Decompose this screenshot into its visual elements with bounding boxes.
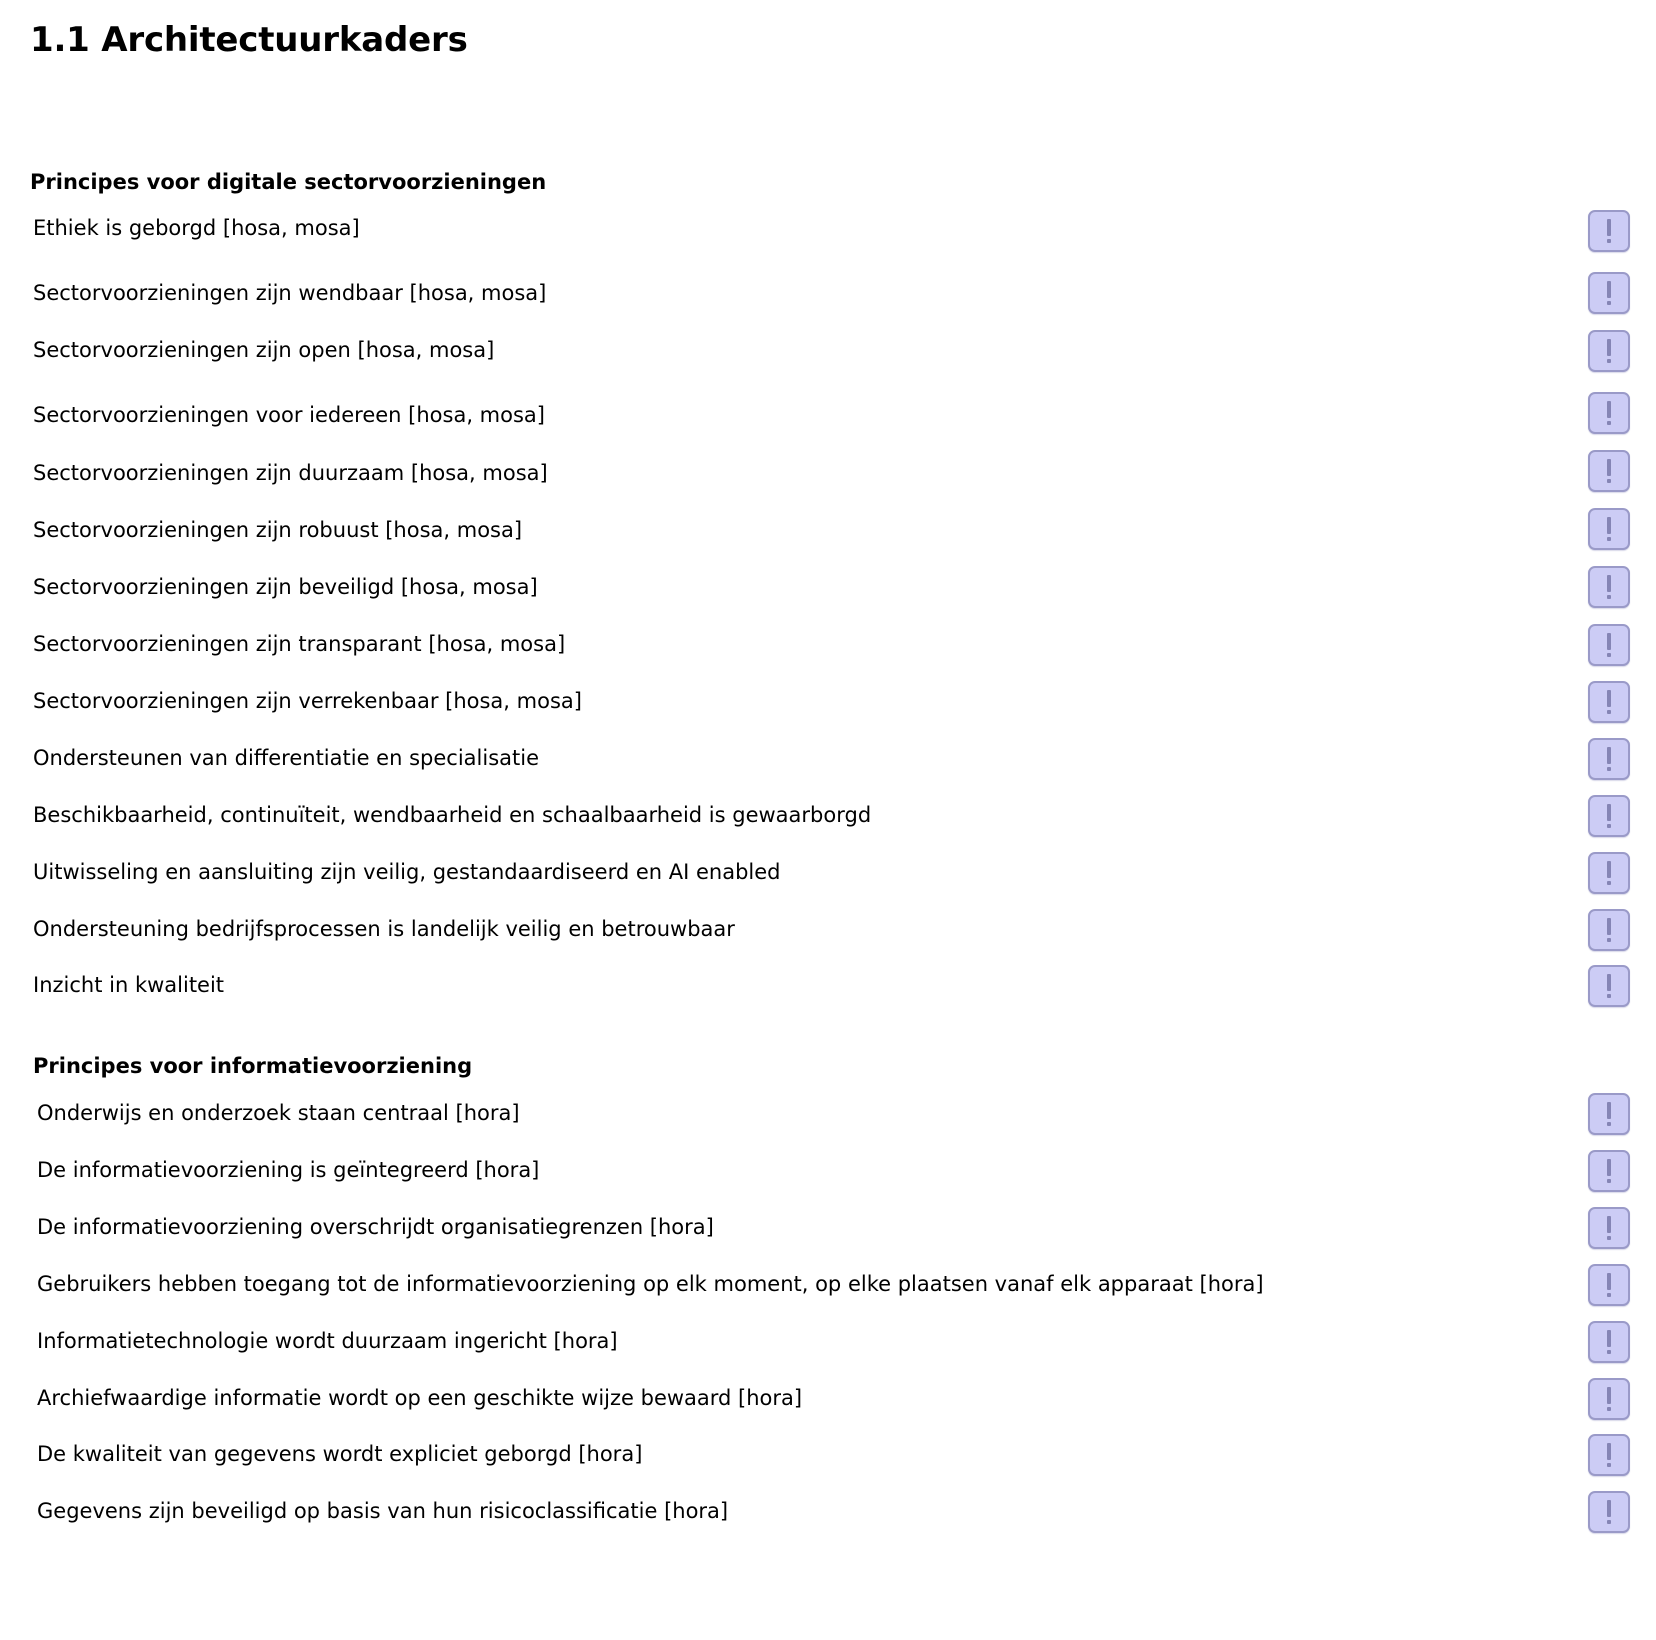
exclamation-dot — [1607, 653, 1611, 657]
exclamation-dot — [1607, 537, 1611, 541]
exclamation-stem — [1607, 974, 1611, 991]
exclamation-note-icon[interactable] — [1588, 1321, 1630, 1363]
exclamation-note-icon[interactable] — [1588, 1150, 1630, 1192]
exclamation-dot — [1607, 710, 1611, 714]
exclamation-stem — [1607, 690, 1611, 707]
exclamation-stem — [1607, 1330, 1611, 1347]
exclamation-note-icon[interactable] — [1588, 1207, 1630, 1249]
exclamation-note-icon[interactable] — [1588, 795, 1630, 837]
exclamation-note-icon[interactable] — [1588, 272, 1630, 314]
exclamation-note-icon[interactable] — [1588, 1378, 1630, 1420]
principle-label[interactable]: Sectorvoorzieningen zijn wendbaar [hosa, mosa] — [33, 281, 547, 305]
exclamation-dot — [1607, 421, 1611, 425]
exclamation-stem — [1607, 1159, 1611, 1176]
exclamation-dot — [1607, 767, 1611, 771]
exclamation-stem — [1607, 1273, 1611, 1290]
exclamation-stem — [1607, 861, 1611, 878]
exclamation-note-icon[interactable] — [1588, 1264, 1630, 1306]
exclamation-dot — [1607, 479, 1611, 483]
exclamation-stem — [1607, 633, 1611, 650]
exclamation-dot — [1607, 1407, 1611, 1411]
exclamation-dot — [1607, 1236, 1611, 1240]
exclamation-stem — [1607, 219, 1611, 236]
exclamation-stem — [1607, 747, 1611, 764]
principle-label[interactable]: Sectorvoorzieningen zijn robuust [hosa, mosa] — [33, 518, 523, 542]
principle-label[interactable]: Gebruikers hebben toegang tot de informatievoorziening op elk moment, op elke plaatsen vanaf elk apparaat [hora] — [37, 1272, 1264, 1296]
exclamation-dot — [1607, 239, 1611, 243]
exclamation-note-icon[interactable] — [1588, 1491, 1630, 1533]
exclamation-stem — [1607, 1216, 1611, 1233]
exclamation-dot — [1607, 881, 1611, 885]
principle-label[interactable]: Ethiek is geborgd [hosa, mosa] — [33, 216, 360, 240]
principle-label[interactable]: Ondersteunen van differentiatie en specialisatie — [33, 746, 539, 770]
exclamation-note-icon[interactable] — [1588, 965, 1630, 1007]
exclamation-note-icon[interactable] — [1588, 392, 1630, 434]
exclamation-note-icon[interactable] — [1588, 909, 1630, 951]
exclamation-note-icon[interactable] — [1588, 681, 1630, 723]
exclamation-dot — [1607, 595, 1611, 599]
principle-label[interactable]: Ondersteuning bedrijfsprocessen is landelijk veilig en betrouwbaar — [33, 917, 735, 941]
principle-label[interactable]: Sectorvoorzieningen zijn open [hosa, mosa] — [33, 338, 495, 362]
exclamation-dot — [1607, 359, 1611, 363]
exclamation-note-icon[interactable] — [1588, 624, 1630, 666]
principle-label[interactable]: Sectorvoorzieningen voor iedereen [hosa, mosa] — [33, 403, 545, 427]
exclamation-stem — [1607, 339, 1611, 356]
exclamation-stem — [1607, 804, 1611, 821]
exclamation-dot — [1607, 1293, 1611, 1297]
principle-label[interactable]: Informatietechnologie wordt duurzaam ingericht [hora] — [37, 1329, 618, 1353]
exclamation-stem — [1607, 1500, 1611, 1517]
section-heading: Principes voor informatievoorziening — [33, 1054, 473, 1078]
exclamation-note-icon[interactable] — [1588, 210, 1630, 252]
exclamation-note-icon[interactable] — [1588, 508, 1630, 550]
principle-label[interactable]: Sectorvoorzieningen zijn verrekenbaar [hosa, mosa] — [33, 689, 582, 713]
principle-label[interactable]: Onderwijs en onderzoek staan centraal [hora] — [37, 1101, 520, 1125]
page-title: 1.1 Architectuurkaders — [30, 20, 468, 60]
exclamation-note-icon[interactable] — [1588, 330, 1630, 372]
exclamation-stem — [1607, 1387, 1611, 1404]
exclamation-note-icon[interactable] — [1588, 738, 1630, 780]
principle-label[interactable]: Sectorvoorzieningen zijn duurzaam [hosa, mosa] — [33, 461, 548, 485]
exclamation-stem — [1607, 1443, 1611, 1460]
exclamation-stem — [1607, 918, 1611, 935]
exclamation-dot — [1607, 1463, 1611, 1467]
exclamation-note-icon[interactable] — [1588, 852, 1630, 894]
exclamation-dot — [1607, 824, 1611, 828]
exclamation-stem — [1607, 459, 1611, 476]
exclamation-dot — [1607, 994, 1611, 998]
exclamation-dot — [1607, 1122, 1611, 1126]
principle-label[interactable]: Sectorvoorzieningen zijn transparant [hosa, mosa] — [33, 632, 566, 656]
principle-label[interactable]: De informatievoorziening overschrijdt organisatiegrenzen [hora] — [37, 1215, 714, 1239]
section-heading: Principes voor digitale sectorvoorzieningen — [30, 170, 547, 194]
exclamation-note-icon[interactable] — [1588, 1434, 1630, 1476]
exclamation-stem — [1607, 517, 1611, 534]
exclamation-note-icon[interactable] — [1588, 450, 1630, 492]
principle-label[interactable]: Uitwisseling en aansluiting zijn veilig, gestandaardiseerd en AI enabled — [33, 860, 781, 884]
principle-label[interactable]: Gegevens zijn beveiligd op basis van hun risicoclassificatie [hora] — [37, 1499, 729, 1523]
exclamation-dot — [1607, 301, 1611, 305]
exclamation-dot — [1607, 1179, 1611, 1183]
exclamation-stem — [1607, 401, 1611, 418]
exclamation-note-icon[interactable] — [1588, 1093, 1630, 1135]
exclamation-stem — [1607, 1102, 1611, 1119]
exclamation-note-icon[interactable] — [1588, 566, 1630, 608]
principle-label[interactable]: De kwaliteit van gegevens wordt expliciet geborgd [hora] — [37, 1442, 643, 1466]
exclamation-dot — [1607, 1520, 1611, 1524]
principle-label[interactable]: De informatievoorziening is geïntegreerd [hora] — [37, 1158, 540, 1182]
exclamation-stem — [1607, 575, 1611, 592]
principle-label[interactable]: Sectorvoorzieningen zijn beveiligd [hosa, mosa] — [33, 575, 538, 599]
principle-label[interactable]: Beschikbaarheid, continuïteit, wendbaarheid en schaalbaarheid is gewaarborgd — [33, 803, 872, 827]
exclamation-dot — [1607, 1350, 1611, 1354]
exclamation-dot — [1607, 938, 1611, 942]
principle-label[interactable]: Archiefwaardige informatie wordt op een geschikte wijze bewaard [hora] — [37, 1386, 803, 1410]
exclamation-stem — [1607, 281, 1611, 298]
principle-label[interactable]: Inzicht in kwaliteit — [33, 973, 225, 997]
